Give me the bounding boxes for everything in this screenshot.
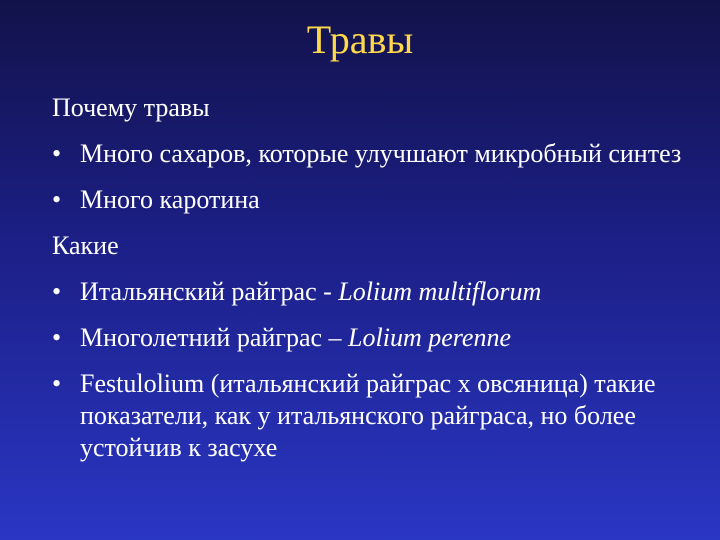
section-heading-why: Почему травы <box>52 93 210 122</box>
latin-name: Lolium multiflorum <box>338 277 542 306</box>
bullet-item <box>52 368 712 464</box>
slide-body <box>52 92 712 478</box>
bullet-text: Много каротина <box>80 185 260 214</box>
bullet-text: Festulolium (итальянский райграс х овсяница) такие показатели, как у итальянского райграса, но более устойчив к засухе <box>80 369 656 462</box>
bullet-dot: • <box>52 277 62 306</box>
bullet-dot: • <box>52 323 62 352</box>
bullet-item <box>52 138 712 170</box>
bullet-item <box>52 184 712 216</box>
bullet-text: Многолетний райграс – <box>80 323 349 352</box>
bullet-item <box>52 322 712 354</box>
bullet-item <box>52 276 712 308</box>
latin-name: Lolium perenne <box>348 323 511 352</box>
bullet-dot: • <box>52 369 62 398</box>
slide-title: Травы <box>306 17 414 62</box>
bullet-dot: • <box>52 185 62 214</box>
bullet-dot: • <box>52 139 62 168</box>
bullet-text: Итальянский райграс - <box>80 277 339 306</box>
bullet-text: Много сахаров, которые улучшают микробный синтез <box>80 139 682 168</box>
section-heading-which: Какие <box>52 231 119 260</box>
